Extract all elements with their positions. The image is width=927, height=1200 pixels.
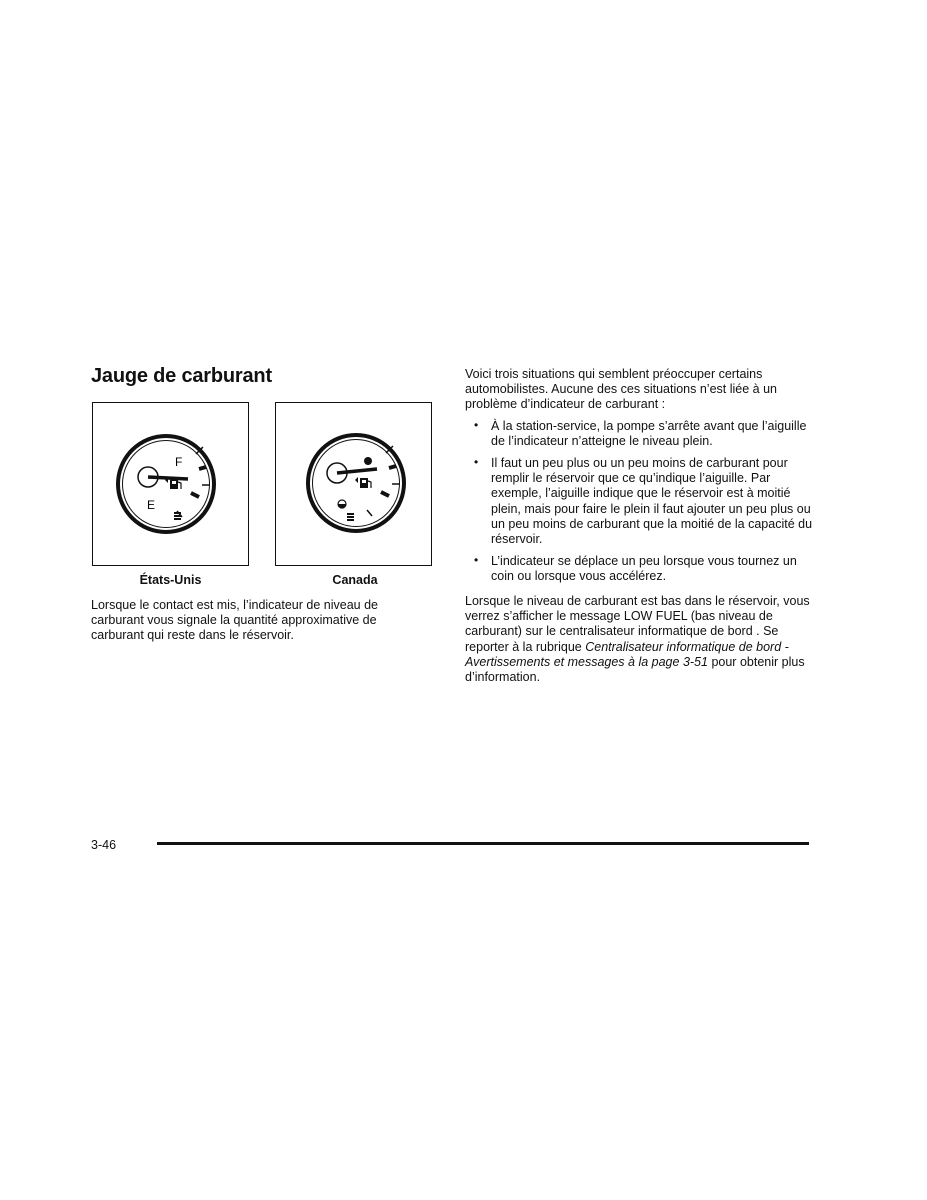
fuel-pump-icon (355, 477, 371, 488)
list-item-text: L’indicateur se déplace un peu lorsque vous tournez un coin ou lorsque vous accélérez. (491, 553, 797, 583)
low-fuel-text: Lorsque le niveau de carburant est bas dans le réservoir, vous verrez s’afficher le message LOW FUEL (bas niveau de carburant) sur le centralisateur informatique de bord . Se reporter à la rubrique (465, 594, 810, 654)
fuel-low-icon (347, 513, 354, 521)
figure-caption-canada: Canada (332, 573, 378, 587)
empty-label: E (147, 498, 156, 512)
list-item-text: À la station-service, la pompe s’arrête avant que l’aiguille de l’indicateur n’atteigne le niveau plein. (491, 419, 807, 449)
fuel-gauge-figure-canada (275, 402, 432, 566)
fuel-gauge-us-illustration (93, 403, 250, 567)
gauge-tick (199, 467, 206, 469)
situations-list (465, 419, 815, 591)
footer-rule (157, 842, 809, 845)
low-fuel-end: pour obtenir plus d’information. (465, 654, 805, 685)
cross-reference-link[interactable]: Centralisateur informatique de bord - Avertissements et messages à la page 3-51 (465, 639, 789, 669)
list-item (465, 419, 815, 449)
fuel-full-icon (364, 457, 372, 465)
bullet-icon: • (474, 552, 479, 567)
gauge-tick (381, 492, 389, 496)
list-item (465, 456, 815, 547)
bullet-icon: • (474, 418, 479, 432)
fuel-gauge-canada-illustration (276, 403, 433, 567)
page-number: 3-46 (91, 838, 117, 852)
gauge-tick (367, 510, 372, 516)
fuel-low-icon (174, 512, 181, 520)
fuel-gauge-figure-us (92, 402, 249, 566)
list-item (465, 554, 815, 584)
fuel-gauge-description: Lorsque le contact est mis, l’indicateur de niveau de carburant vous signale la quantité approximative de carburant qui reste dans le réservoir. (91, 598, 378, 643)
bullet-icon: • (474, 454, 479, 469)
fuel-empty-icon (338, 500, 346, 508)
low-fuel-paragraph (465, 594, 810, 685)
full-label: F (175, 455, 183, 469)
gauge-tick (389, 466, 396, 468)
figure-caption-us: États-Unis (139, 573, 202, 587)
list-item-text: Il faut un peu plus ou un peu moins de carburant pour remplir le réservoir que ce qu’indique l’aiguille. Par exemple, l’aiguille indique que le réservoir est à moitié plein, mais pour faire le plein il faut ajouter un peu plus ou un peu moins de carburant que la moitié de la capacité du réservoir. (491, 455, 813, 546)
situations-intro: Voici trois situations qui semblent préoccuper certains automobilistes. Aucune des ces situations n’est liée à un problème d’indicateur de carburant : (465, 367, 777, 412)
page-title: Jauge de carburant (91, 365, 272, 387)
gauge-tick (191, 493, 199, 497)
